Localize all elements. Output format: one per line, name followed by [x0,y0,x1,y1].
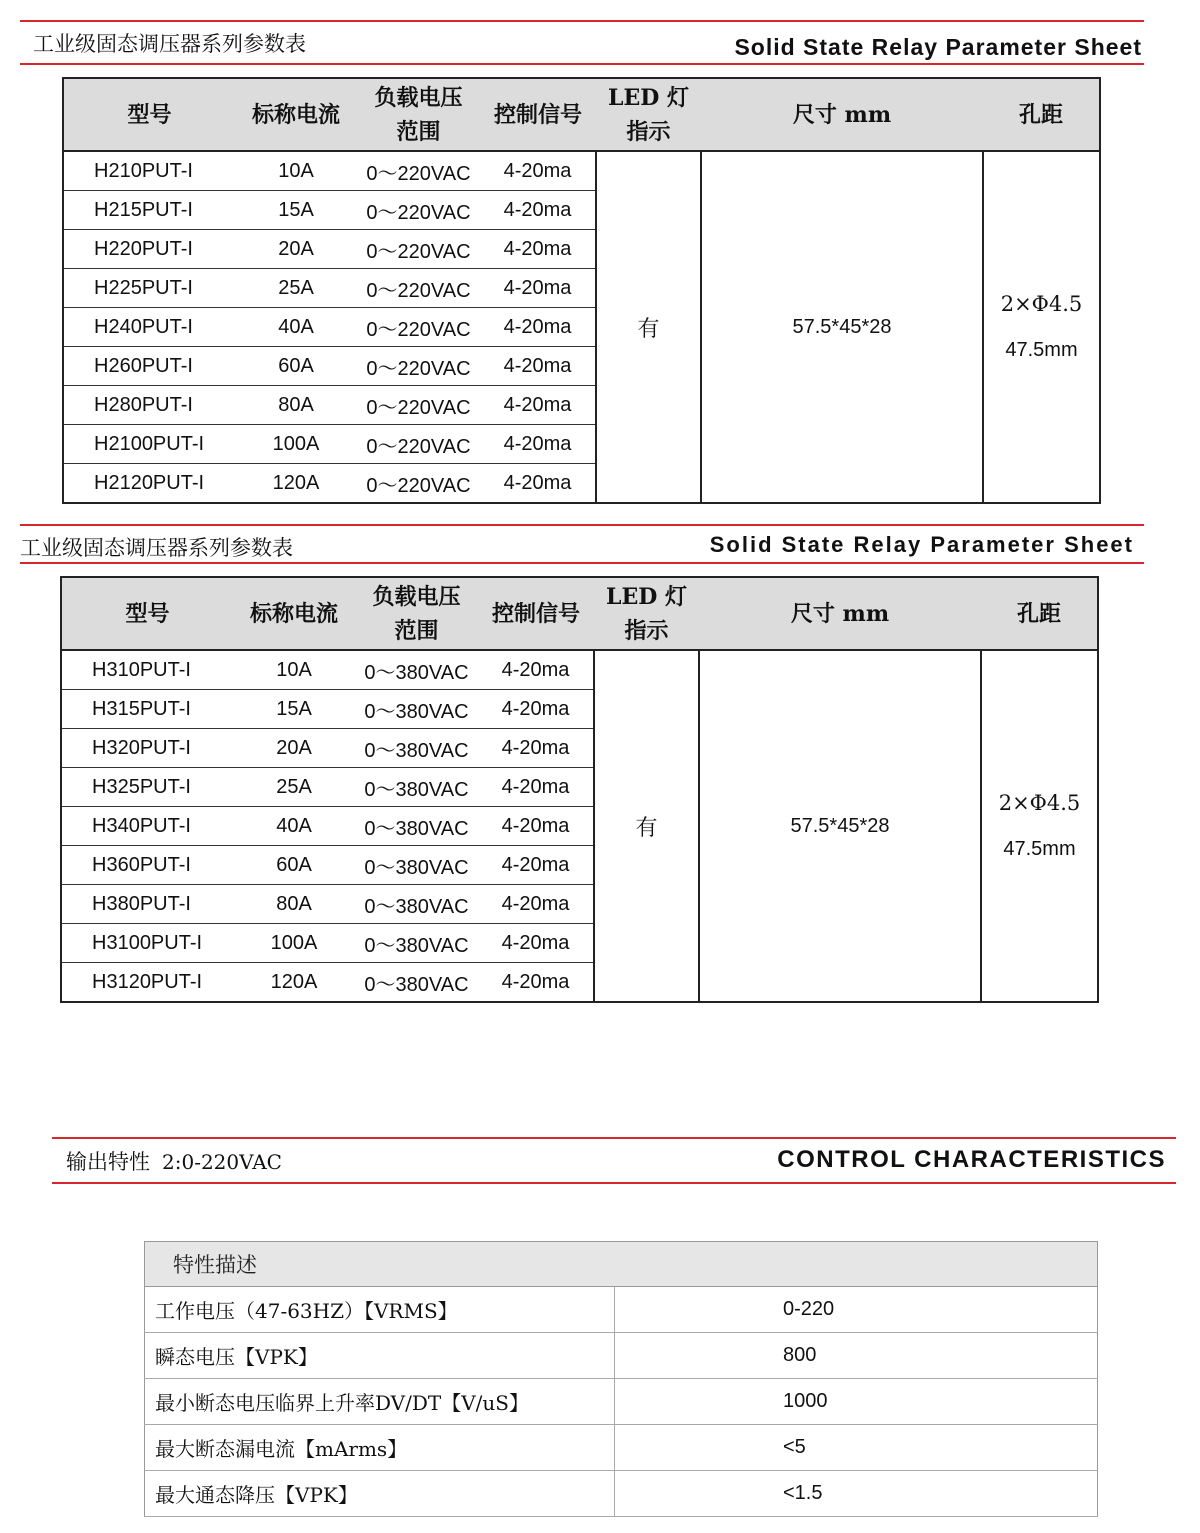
section1-top-line [20,20,1144,22]
current-cell: 80A [233,885,355,924]
header-size: 尺寸 mm [699,577,981,650]
header-signal: 控制信号 [480,78,596,151]
signal-cell: 4-20ma [480,308,596,347]
size-cell: 57.5*45*28 [699,650,981,1002]
model-cell: H220PUT-I [63,230,235,269]
table-row [145,1425,1098,1471]
characteristic-label: 最大通态降压【VPK】 [145,1471,615,1517]
characteristic-label: 瞬态电压【VPK】 [145,1333,615,1379]
current-cell: 40A [233,807,355,846]
control-title-en: CONTROL CHARACTERISTICS [777,1146,1166,1173]
led-cell: 有 [596,151,701,503]
voltage-cell: 0～380VAC [355,768,478,807]
model-cell: H360PUT-I [61,846,233,885]
model-cell: H380PUT-I [61,885,233,924]
characteristic-label: 工作电压（47-63HZ）【VRMS】 [145,1287,615,1333]
current-cell: 120A [272,471,320,494]
characteristic-value: <5 [615,1425,1098,1471]
signal-cell: 4-20ma [480,269,596,308]
signal-cell: 4-20ma [478,924,594,963]
size-cell: 57.5*45*28 [701,151,983,503]
signal-cell: 4-20ma [503,471,572,494]
signal-cell: 4-20ma [480,425,596,464]
model-cell: H210PUT-I [63,151,235,191]
model-cell: H315PUT-I [61,690,233,729]
voltage-cell: 0～220VAC [357,230,480,269]
current-cell: 20A [235,230,357,269]
voltage-cell: 0～380VAC [355,650,478,690]
hole-diameter: 2×Φ4.5 [998,791,1081,815]
model-cell: H3120PUT-I [92,970,203,993]
current-cell: 15A [235,191,357,230]
model-cell: H2120PUT-I [94,471,205,494]
current-cell: 60A [233,846,355,885]
signal-cell: 4-20ma [478,729,594,768]
current-cell: 40A [235,308,357,347]
control-voltage: 2:0-220VAC [162,1150,282,1174]
voltage-cell: 0～380VAC [355,729,478,768]
current-cell: 10A [233,650,355,690]
header-signal: 控制信号 [478,577,594,650]
model-cell: H215PUT-I [63,191,235,230]
signal-cell: 4-20ma [480,347,596,386]
header-led: LED 灯 指示 [596,78,701,151]
characteristics-header: 特性描述 [145,1242,1098,1287]
current-cell: 10A [235,151,357,191]
model-cell: H225PUT-I [63,269,235,308]
current-cell: 15A [233,690,355,729]
led-cell: 有 [594,650,699,1002]
current-cell: 80A [235,386,357,425]
header-hole: 孔距 [983,78,1100,151]
hole-spacing: 47.5mm [1003,838,1076,860]
section1-title-en: Solid State Relay Parameter Sheet [734,34,1142,60]
hole-cell [981,650,1098,1002]
signal-cell: 4-20ma [480,386,596,425]
header-current: 标称电流 [233,577,355,650]
hole-diameter: 2×Φ4.5 [1000,292,1083,316]
control-bottom-line [52,1182,1176,1184]
current-cell: 100A [235,425,357,464]
header-led: LED 灯 指示 [594,577,699,650]
header-voltage: 负载电压 范围 [357,78,480,151]
signal-cell: 4-20ma [501,970,570,993]
section2-bottom-line [20,562,1144,564]
voltage-cell: 0～220VAC [357,347,480,386]
voltage-cell: 0～220VAC [357,151,480,191]
voltage-cell: 0～380VAC [355,690,478,729]
voltage-cell: 0～220VAC [366,474,471,497]
model-cell: H325PUT-I [61,768,233,807]
control-top-line [52,1137,1176,1139]
current-cell: 100A [233,924,355,963]
control-title-text: 输出特性 [66,1150,150,1174]
signal-cell: 4-20ma [478,846,594,885]
signal-cell: 4-20ma [478,807,594,846]
hole-spacing: 47.5mm [1005,339,1078,361]
voltage-cell: 0～380VAC [355,924,478,963]
hole-cell [983,151,1100,503]
model-cell: H310PUT-I [61,650,233,690]
current-cell: 20A [233,729,355,768]
signal-cell: 4-20ma [478,768,594,807]
signal-cell: 4-20ma [478,690,594,729]
section1-title-cn: 工业级固态调压器系列参数表 [33,32,306,56]
header-hole: 孔距 [981,577,1098,650]
section1-bottom-line [20,63,1144,65]
section2-top-line [20,524,1144,526]
signal-cell: 4-20ma [478,650,594,690]
table-row [63,151,1100,191]
characteristics-table [144,1241,1098,1517]
characteristic-label: 最大断态漏电流【mArms】 [145,1425,615,1471]
characteristic-value: 0-220 [615,1287,1098,1333]
model-cell: H240PUT-I [63,308,235,347]
characteristic-value: 800 [615,1333,1098,1379]
model-cell: H280PUT-I [63,386,235,425]
current-cell: 60A [235,347,357,386]
characteristic-value: 1000 [615,1379,1098,1425]
signal-cell: 4-20ma [478,885,594,924]
table-row [145,1287,1098,1333]
voltage-cell: 0～380VAC [355,846,478,885]
model-cell: H320PUT-I [61,729,233,768]
section2-title-en: Solid State Relay Parameter Sheet [709,532,1134,557]
control-title-cn [66,1146,282,1176]
header-size: 尺寸 mm [701,78,983,151]
section2-title-cn: 工业级固态调压器系列参数表 [20,536,293,560]
table-row [61,650,1098,690]
voltage-cell: 0～380VAC [364,973,469,996]
model-cell: H3100PUT-I [61,924,233,963]
table-row [145,1471,1098,1517]
voltage-cell: 0～220VAC [357,191,480,230]
voltage-cell: 0～220VAC [357,308,480,347]
table-row [145,1379,1098,1425]
header-current: 标称电流 [235,78,357,151]
voltage-cell: 0～220VAC [357,269,480,308]
current-cell: 25A [235,269,357,308]
parameter-table-380 [60,576,1099,1003]
model-cell: H2100PUT-I [63,425,235,464]
voltage-cell: 0～380VAC [355,807,478,846]
current-cell: 25A [233,768,355,807]
voltage-cell: 0～220VAC [357,386,480,425]
signal-cell: 4-20ma [480,230,596,269]
header-model: 型号 [63,78,235,151]
voltage-cell: 0～220VAC [357,425,480,464]
model-cell: H340PUT-I [61,807,233,846]
parameter-table-220 [62,77,1101,504]
model-cell: H260PUT-I [63,347,235,386]
header-model: 型号 [61,577,233,650]
characteristic-label: 最小断态电压临界上升率DV/DT【V/uS】 [145,1379,615,1425]
signal-cell: 4-20ma [480,151,596,191]
voltage-cell: 0～380VAC [355,885,478,924]
header-voltage: 负载电压 范围 [355,577,478,650]
current-cell: 120A [270,970,318,993]
signal-cell: 4-20ma [480,191,596,230]
table-row [145,1333,1098,1379]
characteristic-value: <1.5 [615,1471,1098,1517]
